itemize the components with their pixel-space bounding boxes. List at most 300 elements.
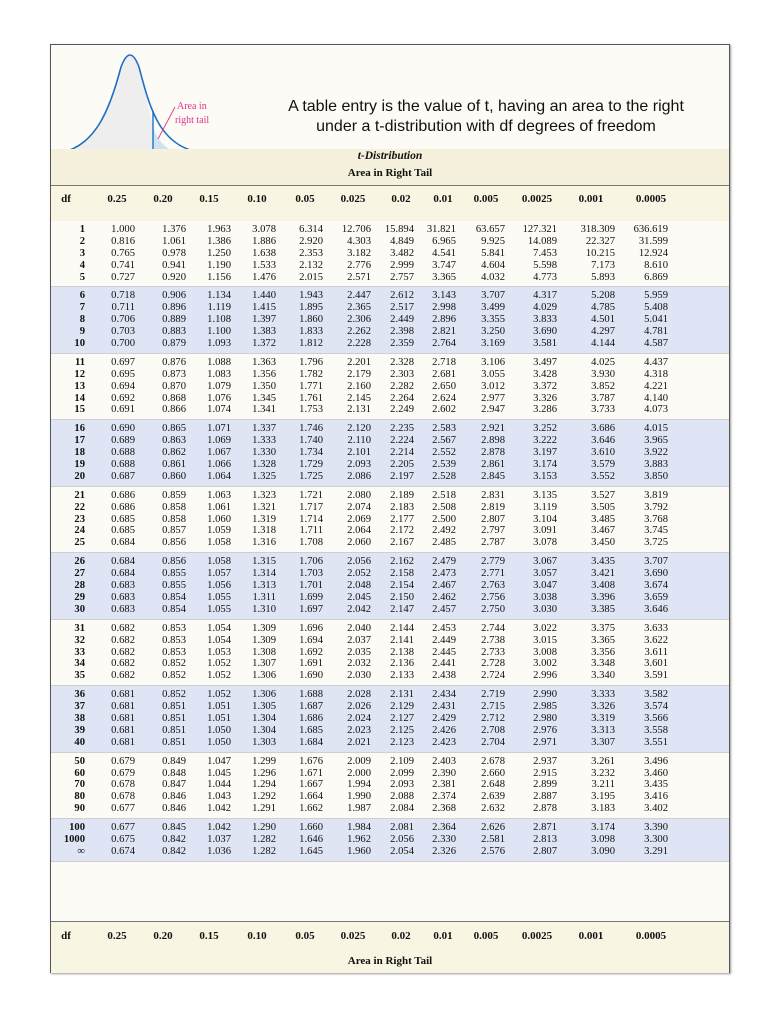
df-value: 33 [74, 646, 85, 658]
t-value-cell: 2.030 [347, 670, 371, 682]
t-value-cell: 2.771 [481, 568, 505, 580]
t-value-cell: 1.052 [207, 670, 231, 682]
t-value-cell: 2.539 [432, 459, 456, 471]
t-value-cell: 2.898 [481, 435, 505, 447]
t-value-cell: 1.292 [252, 791, 276, 803]
t-value-cell: 3.416 [644, 791, 668, 803]
table-row [51, 670, 729, 682]
t-value-cell: 1.771 [299, 380, 323, 392]
table-row [51, 592, 729, 604]
t-value-cell: 2.000 [347, 767, 371, 779]
t-value-cell: 2.724 [481, 670, 505, 682]
t-value-cell: 1.796 [299, 356, 323, 368]
t-value-cell: 0.863 [162, 435, 186, 447]
t-value-cell: 3.195 [591, 791, 615, 803]
t-value-cell: 1.304 [252, 712, 276, 724]
t-value-cell: 1.309 [252, 634, 276, 646]
t-value-cell: 2.571 [347, 271, 371, 283]
t-value-cell: 0.866 [162, 404, 186, 416]
t-value-cell: 1.533 [252, 259, 276, 271]
table-row [51, 822, 729, 834]
t-value-cell: 2.861 [481, 459, 505, 471]
t-value-cell: 2.158 [390, 568, 414, 580]
df-value: 24 [74, 525, 85, 537]
t-value-cell: 4.604 [481, 259, 505, 271]
t-value-cell: 2.821 [432, 326, 456, 338]
t-table-sheet [50, 44, 730, 973]
t-value-cell: 2.937 [533, 755, 557, 767]
t-value-cell: 2.060 [347, 537, 371, 549]
table-row [51, 423, 729, 435]
t-value-cell: 5.841 [481, 247, 505, 259]
row-group [51, 420, 729, 486]
t-value-cell: 3.551 [644, 736, 668, 748]
t-value-cell: 2.023 [347, 724, 371, 736]
row-group [51, 753, 729, 819]
t-value-cell: 1.059 [207, 525, 231, 537]
table-row [51, 404, 729, 416]
table-row [51, 447, 729, 459]
table-row [51, 514, 729, 526]
t-value-cell: 2.205 [390, 459, 414, 471]
t-value-cell: 0.685 [111, 513, 135, 525]
t-value-cell: 0.857 [162, 525, 186, 537]
t-value-cell: 1.061 [207, 501, 231, 513]
table-row [51, 290, 729, 302]
table-row [51, 658, 729, 670]
t-value-cell: 2.453 [432, 622, 456, 634]
t-value-cell: 2.081 [390, 822, 414, 834]
t-value-cell: 3.747 [432, 259, 456, 271]
t-value-cell: 2.976 [533, 724, 557, 736]
table-row [51, 689, 729, 701]
df-value: 32 [74, 634, 85, 646]
df-value: 30 [74, 603, 85, 615]
t-value-cell: 0.700 [111, 338, 135, 350]
t-value-cell: 1.725 [299, 470, 323, 482]
t-value-cell: 3.792 [644, 501, 668, 513]
t-value-cell: 3.211 [591, 779, 615, 791]
t-value-cell: 2.127 [390, 712, 414, 724]
t-value-cell: 1.711 [299, 525, 323, 537]
df-value: 37 [74, 701, 85, 713]
t-value-cell: 5.598 [533, 259, 557, 271]
t-value-cell: 0.852 [162, 689, 186, 701]
t-value-cell: 2.479 [432, 556, 456, 568]
df-value: 12 [74, 368, 85, 380]
t-value-cell: 2.037 [347, 634, 371, 646]
t-value-cell: 2.719 [481, 689, 505, 701]
t-value-cell: 1.812 [299, 338, 323, 350]
t-value-cell: 5.208 [591, 290, 615, 302]
table-row [51, 236, 729, 248]
df-value: 17 [74, 435, 85, 447]
t-value-cell: 2.492 [432, 525, 456, 537]
t-value-cell: 1.053 [207, 646, 231, 658]
t-value-cell: 3.725 [644, 537, 668, 549]
t-value-cell: 3.222 [533, 435, 557, 447]
t-value-cell: 1.052 [207, 689, 231, 701]
t-value-cell: 1.645 [299, 845, 323, 857]
table-row [51, 834, 729, 846]
t-value-cell: 2.365 [347, 302, 371, 314]
t-value-cell: 1.664 [299, 791, 323, 803]
table-row [51, 635, 729, 647]
df-value: 22 [74, 501, 85, 513]
curve-label-line-1: Area in [177, 101, 207, 112]
t-value-cell: 0.941 [162, 259, 186, 271]
t-value-cell: 3.421 [591, 568, 615, 580]
t-value-cell: 2.999 [390, 259, 414, 271]
t-value-cell: 1.328 [252, 459, 276, 471]
t-value-cell: 2.971 [533, 736, 557, 748]
t-value-cell: 3.365 [432, 271, 456, 283]
t-value-cell: 0.679 [111, 755, 135, 767]
df-value: 14 [74, 392, 85, 404]
t-value-cell: 1.071 [207, 423, 231, 435]
table-row [51, 525, 729, 537]
t-value-cell: 0.851 [162, 736, 186, 748]
t-value-cell: 3.307 [591, 736, 615, 748]
t-value-cell: 1.782 [299, 368, 323, 380]
t-value-cell: 2.763 [481, 580, 505, 592]
table-row [51, 435, 729, 447]
t-value-cell: 2.744 [481, 622, 505, 634]
t-value-cell: 2.099 [390, 767, 414, 779]
t-value-cell: 1.052 [207, 658, 231, 670]
t-value-cell: 3.174 [591, 822, 615, 834]
t-value-cell: 3.174 [533, 459, 557, 471]
t-value-cell: 1.054 [207, 622, 231, 634]
table-row [51, 725, 729, 737]
table-row [51, 623, 729, 635]
t-value-cell: 2.064 [347, 525, 371, 537]
t-value-cell: 2.197 [390, 470, 414, 482]
t-value-cell: 2.224 [390, 435, 414, 447]
t-value-cell: 3.313 [591, 724, 615, 736]
t-value-cell: 1.687 [299, 701, 323, 713]
t-value-cell: 2.374 [432, 791, 456, 803]
t-value-cell: 2.787 [481, 537, 505, 549]
t-value-cell: 4.501 [591, 314, 615, 326]
t-value-cell: 3.182 [347, 247, 371, 259]
table-row [51, 580, 729, 592]
t-value-cell: 2.508 [432, 501, 456, 513]
df-value: 70 [74, 779, 85, 791]
t-value-cell: 2.129 [390, 701, 414, 713]
t-value-cell: 1.729 [299, 459, 323, 471]
t-value-cell: 4.587 [644, 338, 668, 350]
t-value-cell: 3.012 [481, 380, 505, 392]
t-value-cell: 0.848 [162, 767, 186, 779]
t-value-cell: 1.696 [299, 622, 323, 634]
t-value-cell: 3.745 [644, 525, 668, 537]
t-value-cell: 1.325 [252, 470, 276, 482]
t-value-cell: 2.708 [481, 724, 505, 736]
t-value-cell: 1.330 [252, 447, 276, 459]
t-value-cell: 1.093 [207, 338, 231, 350]
t-value-cell: 0.741 [111, 259, 135, 271]
t-value-cell: 0.682 [111, 634, 135, 646]
t-value-cell: 1.440 [252, 290, 276, 302]
t-value-cell: 0.851 [162, 712, 186, 724]
t-value-cell: 1.671 [299, 767, 323, 779]
t-value-cell: 3.707 [481, 290, 505, 302]
t-value-cell: 1.740 [299, 435, 323, 447]
t-value-cell: 1.318 [252, 525, 276, 537]
t-value-cell: 0.678 [111, 779, 135, 791]
t-value-cell: 0.682 [111, 670, 135, 682]
t-value-cell: 1.063 [207, 489, 231, 501]
df-value: 25 [74, 537, 85, 549]
t-value-cell: 15.894 [384, 224, 414, 235]
table-row [51, 779, 729, 791]
t-value-cell: 3.402 [644, 803, 668, 815]
t-value-cell: 2.084 [390, 803, 414, 815]
table-row [51, 369, 729, 381]
t-value-cell: 1.310 [252, 603, 276, 615]
t-value-cell: 1.376 [162, 224, 186, 235]
table-description: A table entry is the value of t, having an area to the right under a t-distribution with df degrees of freedom [288, 98, 684, 135]
t-value-cell: 0.816 [111, 235, 135, 247]
t-value-cell: 0.681 [111, 689, 135, 701]
t-value-cell: 8.610 [644, 259, 668, 271]
t-value-cell: 1.386 [207, 235, 231, 247]
t-value-cell: 1.088 [207, 356, 231, 368]
t-value-cell: 3.300 [644, 833, 668, 845]
t-value-cell: 9.925 [481, 235, 505, 247]
t-value-cell: 12.706 [341, 224, 371, 235]
t-value-cell: 1.963 [207, 224, 231, 235]
t-value-cell: 3.733 [591, 404, 615, 416]
footer-area-10: 0.001 [578, 930, 604, 942]
footer-area-8: 0.005 [473, 930, 499, 942]
t-value-cell: 3.038 [533, 591, 557, 603]
table-title: t-Distribution [357, 150, 423, 162]
t-value-cell: 127.321 [522, 224, 557, 235]
t-value-cell: 1.047 [207, 755, 231, 767]
t-value-cell: 1.037 [207, 833, 231, 845]
t-value-cell: 2.704 [481, 736, 505, 748]
t-value-cell: 3.646 [644, 603, 668, 615]
table-row [51, 737, 729, 749]
t-value-cell: 2.576 [481, 845, 505, 857]
t-value-cell: 3.482 [390, 247, 414, 259]
t-value-cell: 1.058 [207, 556, 231, 568]
t-value-cell: 3.232 [591, 767, 615, 779]
t-value-cell: 3.574 [644, 701, 668, 713]
t-value-cell: 2.021 [347, 736, 371, 748]
header-area-2: 0.15 [199, 193, 219, 205]
t-value-cell: 14.089 [527, 235, 557, 247]
t-value-cell: 0.681 [111, 736, 135, 748]
t-value-cell: 0.856 [162, 537, 186, 549]
t-value-cell: 3.286 [533, 404, 557, 416]
t-value-cell: 0.856 [162, 556, 186, 568]
table-row [51, 701, 729, 713]
t-value-cell: 2.807 [481, 513, 505, 525]
t-value-cell: 1.667 [299, 779, 323, 791]
t-value-cell: 2.040 [347, 622, 371, 634]
t-value-cell: 22.327 [585, 235, 615, 247]
t-value-cell: 1.055 [207, 603, 231, 615]
t-value-cell: 3.396 [591, 591, 615, 603]
t-value-cell: 0.855 [162, 580, 186, 592]
t-value-cell: 0.851 [162, 724, 186, 736]
t-value-cell: 1.860 [299, 314, 323, 326]
t-value-cell: 2.441 [432, 658, 456, 670]
t-value-cell: 5.041 [644, 314, 668, 326]
df-value: 1000 [63, 833, 85, 845]
t-value-cell: 2.887 [533, 791, 557, 803]
t-value-cell: 2.871 [533, 822, 557, 834]
t-value-cell: 3.581 [533, 338, 557, 350]
t-value-cell: 0.683 [111, 603, 135, 615]
t-value-cell: 1.061 [162, 235, 186, 247]
t-value-cell: 3.833 [533, 314, 557, 326]
df-value: 90 [74, 803, 85, 815]
t-value-cell: 2.359 [390, 338, 414, 350]
t-value-cell: 3.611 [644, 646, 668, 658]
t-value-cell: 2.132 [299, 259, 323, 271]
table-row [51, 502, 729, 514]
t-value-cell: 0.842 [162, 845, 186, 857]
t-value-cell: 2.201 [347, 356, 371, 368]
t-value-cell: 2.423 [432, 736, 456, 748]
t-value-cell: 2.398 [390, 326, 414, 338]
t-value-cell: 1.303 [252, 736, 276, 748]
t-value-cell: 2.074 [347, 501, 371, 513]
t-value-cell: 2.368 [432, 803, 456, 815]
t-value-cell: 1.962 [347, 833, 371, 845]
footer-df-label: df [61, 930, 71, 942]
t-value-cell: 3.261 [591, 755, 615, 767]
t-value-cell: 3.385 [591, 603, 615, 615]
t-value-cell: 1.363 [252, 356, 276, 368]
t-value-cell: 1.314 [252, 568, 276, 580]
t-value-cell: 2.147 [390, 603, 414, 615]
t-value-cell: 2.235 [390, 423, 414, 435]
table-row [51, 272, 729, 284]
t-value-cell: 1.701 [299, 580, 323, 592]
t-value-cell: 3.450 [591, 537, 615, 549]
t-value-cell: 0.842 [162, 833, 186, 845]
t-value-cell: 0.858 [162, 513, 186, 525]
table-row [51, 459, 729, 471]
t-value-cell: 1.050 [207, 736, 231, 748]
t-value-cell: 3.496 [644, 755, 668, 767]
t-value-cell: 3.015 [533, 634, 557, 646]
t-value-cell: 2.878 [533, 803, 557, 815]
t-value-cell: 3.633 [644, 622, 668, 634]
t-value-cell: 3.098 [591, 833, 615, 845]
t-value-cell: 0.681 [111, 724, 135, 736]
t-value-cell: 1.305 [252, 701, 276, 713]
t-value-cell: 1.306 [252, 689, 276, 701]
t-value-cell: 0.879 [162, 338, 186, 350]
row-group [51, 354, 729, 420]
t-value-cell: 63.657 [475, 224, 505, 235]
t-value-cell: 2.915 [533, 767, 557, 779]
t-value-cell: 3.250 [481, 326, 505, 338]
t-value-cell: 3.408 [591, 580, 615, 592]
t-value-cell: 3.552 [591, 470, 615, 482]
t-value-cell: 3.055 [481, 368, 505, 380]
t-value-cell: 0.865 [162, 423, 186, 435]
t-value-cell: 2.009 [347, 755, 371, 767]
t-value-cell: 0.853 [162, 634, 186, 646]
t-value-cell: 2.189 [390, 489, 414, 501]
t-value-cell: 2.807 [533, 845, 557, 857]
t-value-cell: 0.845 [162, 822, 186, 834]
t-value-cell: 0.876 [162, 356, 186, 368]
t-value-cell: 3.460 [644, 767, 668, 779]
t-value-cell: 6.314 [299, 224, 323, 235]
t-value-cell: 2.567 [432, 435, 456, 447]
t-value-cell: 2.733 [481, 646, 505, 658]
t-value-cell: 0.697 [111, 356, 135, 368]
t-value-cell: 0.689 [111, 435, 135, 447]
t-value-cell: 0.765 [111, 247, 135, 259]
t-value-cell: 2.728 [481, 658, 505, 670]
t-value-cell: 3.319 [591, 712, 615, 724]
row-group [51, 620, 729, 686]
t-value-cell: 0.873 [162, 368, 186, 380]
df-value: 5 [79, 271, 85, 283]
t-value-cell: 1.054 [207, 634, 231, 646]
t-value-cell: 3.690 [533, 326, 557, 338]
t-value-cell: 2.381 [432, 779, 456, 791]
t-value-cell: 1.051 [207, 701, 231, 713]
t-value-cell: 4.773 [533, 271, 557, 283]
t-value-cell: 3.090 [591, 845, 615, 857]
t-value-cell: 2.326 [432, 845, 456, 857]
header-area-1: 0.20 [153, 193, 173, 205]
t-value-cell: 2.718 [432, 356, 456, 368]
t-value-cell: 2.779 [481, 556, 505, 568]
t-value-cell: 4.781 [644, 326, 668, 338]
t-value-cell: 2.328 [390, 356, 414, 368]
t-value-cell: 3.686 [591, 423, 615, 435]
t-value-cell: 2.262 [347, 326, 371, 338]
t-value-cell: 0.684 [111, 568, 135, 580]
t-value-cell: 3.197 [533, 447, 557, 459]
df-value: 4 [79, 259, 85, 271]
t-value-cell: 1.987 [347, 803, 371, 815]
t-value-cell: 3.591 [644, 670, 668, 682]
t-value-cell: 1.307 [252, 658, 276, 670]
t-value-cell: 1.250 [207, 247, 231, 259]
df-value: 40 [74, 736, 85, 748]
t-value-cell: 1.341 [252, 404, 276, 416]
t-value-cell: 1.319 [252, 513, 276, 525]
t-value-cell: 2.125 [390, 724, 414, 736]
t-value-cell: 2.228 [347, 338, 371, 350]
t-value-cell: 2.438 [432, 670, 456, 682]
header-area-7: 0.01 [433, 193, 453, 205]
t-value-cell: 1.703 [299, 568, 323, 580]
t-value-cell: 0.920 [162, 271, 186, 283]
t-value-cell: 3.499 [481, 302, 505, 314]
t-value-cell: 1.315 [252, 556, 276, 568]
row-group [51, 819, 729, 862]
t-value-cell: 1.994 [347, 779, 371, 791]
table-row [51, 224, 729, 236]
t-value-cell: 3.022 [533, 622, 557, 634]
t-value-cell: 0.690 [111, 423, 135, 435]
df-value: 38 [74, 712, 85, 724]
t-value-cell: 2.757 [390, 271, 414, 283]
